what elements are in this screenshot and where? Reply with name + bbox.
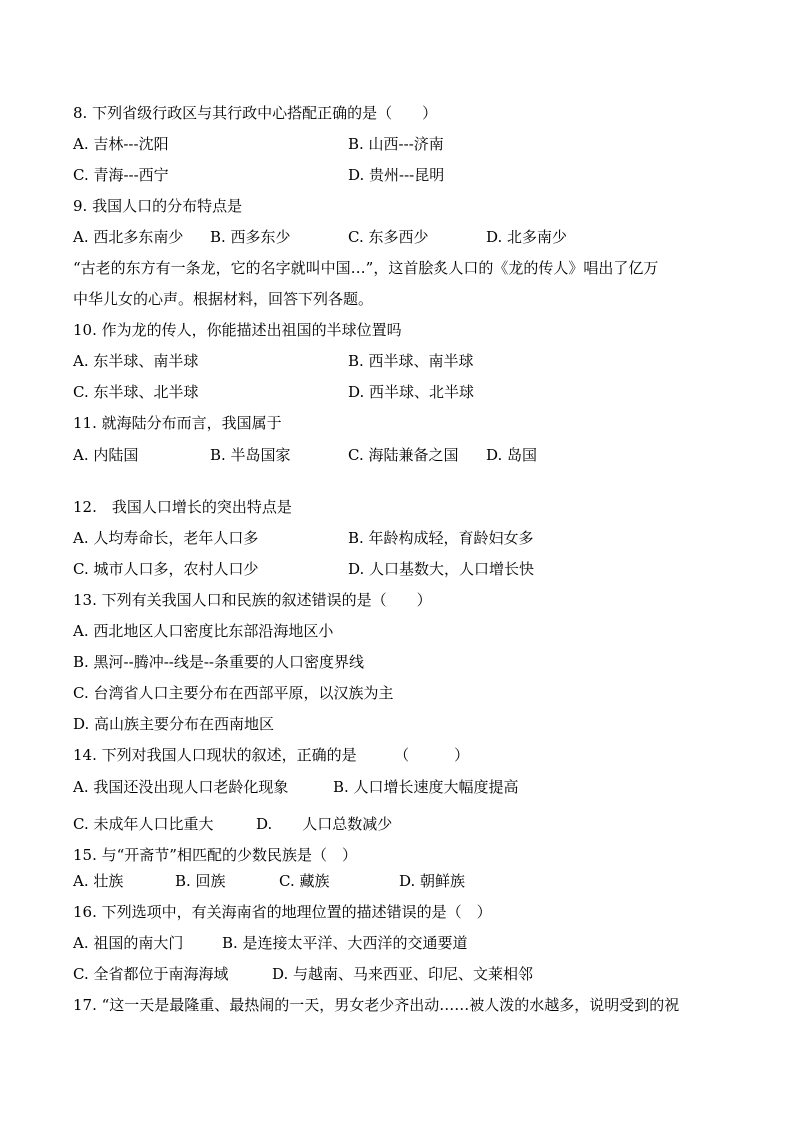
q9-option-a: A. 西北多东南少 [73,228,184,246]
q15-option-d: D. 朝鲜族 [399,872,466,890]
q15-stem: 15. 与“开斋节”相匹配的少数民族是（ ） [73,846,357,864]
q16-option-c: C. 全省都位于南海海域 [73,965,229,983]
q9-option-d: D. 北多南少 [486,228,568,246]
q10-option-d: D. 西半球、北半球 [348,383,475,401]
q11-option-b: B. 半岛国家 [210,446,291,464]
q13-option-b: B. 黑河--腾冲--线是--条重要的人口密度界线 [73,653,364,671]
q14-option-b: B. 人口增长速度大幅度提高 [333,778,519,796]
q12-stem: 12. 我国人口增长的突出特点是 [73,498,292,516]
q16-option-b: B. 是连接太平洋、大西洋的交通要道 [222,934,468,952]
q10-option-a: A. 东半球、南半球 [73,352,199,370]
q14-stem: 14. 下列对我国人口现状的叙述，正确的是 （ ） [73,746,470,764]
q12-option-b: B. 年龄构成轻，育龄妇女多 [348,529,534,547]
q10-stem: 10. 作为龙的传人，你能描述出祖国的半球位置吗 [73,321,402,339]
q10-option-b: B. 西半球、南半球 [348,352,474,370]
q8-option-a: A. 吉林---沈阳 [73,135,169,153]
q16-option-a: A. 祖国的南大门 [73,934,184,952]
q16-stem: 16. 下列选项中，有关海南省的地理位置的描述错误的是（ ） [73,903,492,921]
q9-option-c: C. 东多西少 [348,228,429,246]
q8-stem: 8. 下列省级行政区与其行政中心搭配正确的是（ ） [73,104,438,122]
q14-option-c: C. 未成年人口比重大 [73,815,214,833]
q13-option-a: A. 西北地区人口密度比东部沿海地区小 [73,622,334,640]
q13-option-d: D. 高山族主要分布在西南地区 [73,715,275,733]
q11-option-d: D. 岛国 [486,446,538,464]
q15-option-b: B. 回族 [175,872,226,890]
q11-option-c: C. 海陆兼备之国 [348,446,459,464]
q8-option-d: D. 贵州---昆明 [348,166,445,184]
q8-option-c: C. 青海---西宁 [73,166,169,184]
q10-option-c: C. 东半球、北半球 [73,383,199,401]
passage-line-1: “古老的东方有一条龙，它的名字就叫中国…”，这首脍炙人口的《龙的传人》唱出了亿万 [73,259,659,277]
q11-option-a: A. 内陆国 [73,446,139,464]
q12-option-d: D. 人口基数大，人口增长快 [348,560,535,578]
q12-option-a: A. 人均寿命长，老年人口多 [73,529,259,547]
q15-option-a: A. 壮族 [73,872,124,890]
q9-stem: 9. 我国人口的分布特点是 [73,197,243,215]
q12-option-c: C. 城市人口多，农村人口少 [73,560,259,578]
q14-option-d: D. 人口总数减少 [256,815,393,833]
q15-option-c: C. 藏族 [279,872,330,890]
q13-option-c: C. 台湾省人口主要分布在西部平原，以汉族为主 [73,684,394,702]
q11-stem: 11. 就海陆分布而言，我国属于 [73,414,282,432]
passage-line-2: 中华儿女的心声。根据材料，回答下列各题。 [73,290,374,308]
q16-option-d: D. 与越南、马来西亚、印尼、文莱相邻 [272,965,534,983]
q13-stem: 13. 下列有关我国人口和民族的叙述错误的是（ ） [73,591,432,609]
q14-option-a: A. 我国还没出现人口老龄化现象 [73,778,289,796]
q9-option-b: B. 西多东少 [210,228,291,246]
q17-stem: 17. “这一天是最隆重、最热闹的一天，男女老少齐出动……被人泼的水越多，说明受到的祝 [73,996,680,1014]
q8-option-b: B. 山西---济南 [348,135,444,153]
